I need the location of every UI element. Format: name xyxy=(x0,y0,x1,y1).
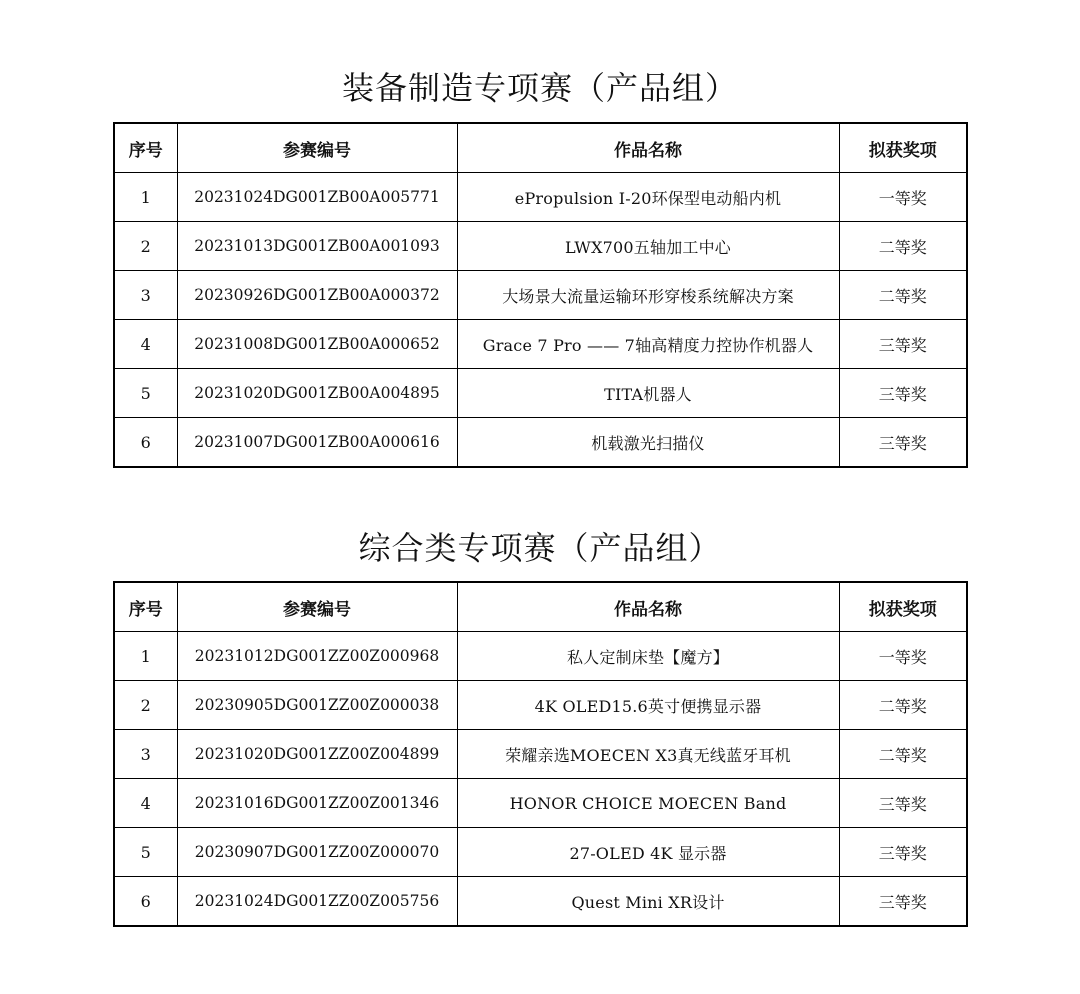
header-index: 序号 xyxy=(114,123,177,173)
cell-index: 4 xyxy=(114,320,177,369)
cell-award: 三等奖 xyxy=(839,828,967,877)
cell-award: 二等奖 xyxy=(839,730,967,779)
cell-index: 3 xyxy=(114,730,177,779)
cell-name: 私人定制床垫【魔方】 xyxy=(457,632,839,681)
table-header-row xyxy=(114,123,967,173)
cell-award: 三等奖 xyxy=(839,779,967,828)
section-title-equipment: 装备制造专项赛（产品组） xyxy=(341,69,738,107)
header-name: 作品名称 xyxy=(457,123,839,173)
cell-name: ePropulsion I-20环保型电动船内机 xyxy=(457,173,839,222)
cell-award: 二等奖 xyxy=(839,681,967,730)
cell-code: 20231012DG001ZZ00Z000968 xyxy=(177,632,457,681)
header-code: 参赛编号 xyxy=(177,123,457,173)
table-row xyxy=(114,779,967,828)
cell-award: 三等奖 xyxy=(839,877,967,927)
table-row xyxy=(114,632,967,681)
cell-name: Grace 7 Pro —— 7轴高精度力控协作机器人 xyxy=(457,320,839,369)
cell-name: HONOR CHOICE MOECEN Band xyxy=(457,779,839,828)
cell-award: 二等奖 xyxy=(839,271,967,320)
table-row xyxy=(114,730,967,779)
table-header-row xyxy=(114,582,967,632)
cell-award: 三等奖 xyxy=(839,418,967,468)
table-row xyxy=(114,173,967,222)
table-row xyxy=(114,271,967,320)
table-row xyxy=(114,877,967,927)
cell-award: 二等奖 xyxy=(839,222,967,271)
cell-index: 5 xyxy=(114,369,177,418)
cell-name: TITA机器人 xyxy=(457,369,839,418)
header-name: 作品名称 xyxy=(457,582,839,632)
header-award: 拟获奖项 xyxy=(839,123,967,173)
cell-index: 2 xyxy=(114,681,177,730)
cell-name: 大场景大流量运输环形穿梭系统解决方案 xyxy=(457,271,839,320)
cell-code: 20231020DG001ZZ00Z004899 xyxy=(177,730,457,779)
award-table-comprehensive xyxy=(113,581,968,927)
cell-code: 20231024DG001ZZ00Z005756 xyxy=(177,877,457,927)
cell-index: 6 xyxy=(114,877,177,927)
cell-code: 20230907DG001ZZ00Z000070 xyxy=(177,828,457,877)
header-award: 拟获奖项 xyxy=(839,582,967,632)
cell-award: 一等奖 xyxy=(839,173,967,222)
cell-code: 20230905DG001ZZ00Z000038 xyxy=(177,681,457,730)
cell-code: 20230926DG001ZB00A000372 xyxy=(177,271,457,320)
cell-code: 20231024DG001ZB00A005771 xyxy=(177,173,457,222)
cell-code: 20231007DG001ZB00A000616 xyxy=(177,418,457,468)
cell-award: 三等奖 xyxy=(839,369,967,418)
table-row xyxy=(114,222,967,271)
cell-name: 机载激光扫描仪 xyxy=(457,418,839,468)
cell-index: 6 xyxy=(114,418,177,468)
cell-index: 3 xyxy=(114,271,177,320)
table-row xyxy=(114,681,967,730)
header-index: 序号 xyxy=(114,582,177,632)
cell-index: 5 xyxy=(114,828,177,877)
cell-index: 1 xyxy=(114,173,177,222)
table-row xyxy=(114,828,967,877)
cell-award: 三等奖 xyxy=(839,320,967,369)
cell-code: 20231016DG001ZZ00Z001346 xyxy=(177,779,457,828)
cell-name: 27-OLED 4K 显示器 xyxy=(457,828,839,877)
cell-code: 20231013DG001ZB00A001093 xyxy=(177,222,457,271)
cell-name: 4K OLED15.6英寸便携显示器 xyxy=(457,681,839,730)
cell-name: 荣耀亲选MOECEN X3真无线蓝牙耳机 xyxy=(457,730,839,779)
table-row xyxy=(114,418,967,468)
cell-index: 1 xyxy=(114,632,177,681)
table-row xyxy=(114,320,967,369)
cell-name: Quest Mini XR设计 xyxy=(457,877,839,927)
cell-code: 20231020DG001ZB00A004895 xyxy=(177,369,457,418)
cell-name: LWX700五轴加工中心 xyxy=(457,222,839,271)
cell-index: 2 xyxy=(114,222,177,271)
table-row xyxy=(114,369,967,418)
cell-award: 一等奖 xyxy=(839,632,967,681)
header-code: 参赛编号 xyxy=(177,582,457,632)
cell-index: 4 xyxy=(114,779,177,828)
cell-code: 20231008DG001ZB00A000652 xyxy=(177,320,457,369)
award-table-equipment xyxy=(113,122,968,468)
section-title-comprehensive: 综合类专项赛（产品组） xyxy=(358,529,722,567)
